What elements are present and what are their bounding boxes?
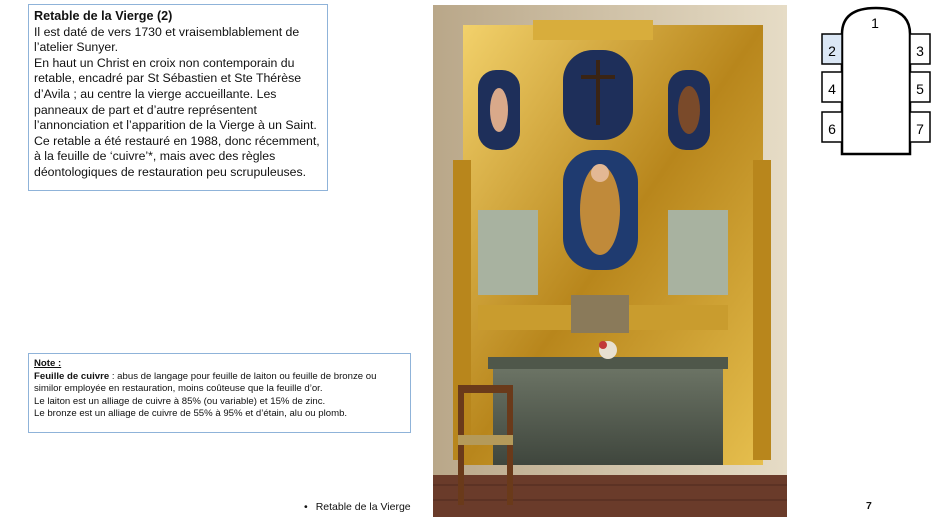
caption-text: Retable de la Vierge <box>315 501 411 513</box>
plan-label-5: 5 <box>916 81 924 97</box>
note-title: Note : <box>34 358 62 369</box>
photo-caption <box>304 501 411 513</box>
church-floor-plan <box>818 4 932 160</box>
description-paragraph-1: Il est daté de vers 1730 et vraisemblablement de l’atelier Sunyer. <box>34 24 300 55</box>
note-term: Feuille de cuivre <box>34 370 110 382</box>
note-line-2: Le laiton est un alliage de cuivre à 85% (ou variable) et 15% de zinc. <box>34 395 326 407</box>
description-paragraph-2: En haut un Christ en croix non contemporain du retable, encadré par St Sébastien et Ste Thérèse d’Avila ; au centre la vierge accueillante. Les panneaux de part et d’autre représentent l’annonciation et l’apparition de la Vierge à un Saint. <box>34 55 317 133</box>
altarpiece-photo <box>433 5 787 517</box>
plan-label-3: 3 <box>916 43 924 59</box>
note-definition: : abus de langage pour feuille de laiton ou feuille de bronze ou similor employée en restauration, moins coûteuse que la feuille d’or. <box>34 370 377 395</box>
plan-label-2: 2 <box>828 43 836 59</box>
plan-label-7: 7 <box>916 121 924 137</box>
plan-label-6: 6 <box>828 121 836 137</box>
description-box <box>28 4 328 191</box>
note-line-1 <box>34 371 405 396</box>
description-paragraph-3: Ce retable a été restauré en 1988, donc récemment, à la feuille de ‘cuivre’*, mais avec des règles déontologiques de restauration peu scrupuleuses. <box>34 133 320 179</box>
description-title: Retable de la Vierge (2) <box>34 9 173 23</box>
note-box <box>28 353 411 433</box>
note-line-3: Le bronze est un alliage de cuivre de 55% à 95% et d’étain, alu ou plomb. <box>34 408 348 420</box>
plan-label-1: 1 <box>871 15 879 31</box>
page-number: 7 <box>866 500 872 512</box>
plan-label-4: 4 <box>828 81 836 97</box>
caption-bullet: • <box>304 501 308 513</box>
